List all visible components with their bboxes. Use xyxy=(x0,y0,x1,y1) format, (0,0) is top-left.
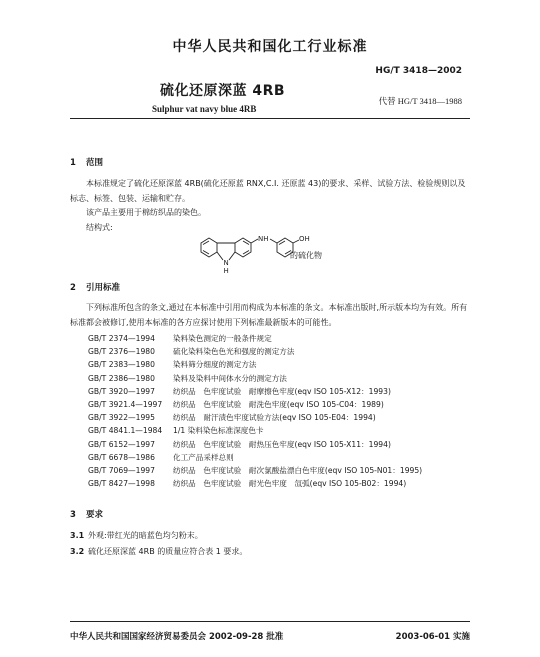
reference-title: 纺织品 色牢度试验 耐洗色牢度(eqv ISO 105-C04：1989) xyxy=(173,399,384,409)
reference-code: GB/T 6678—1986 xyxy=(88,452,155,462)
reference-title: 染料染色测定的一般条件规定 xyxy=(173,334,272,343)
nh-label: NH xyxy=(258,235,269,243)
reference-title: 纺织品 耐汗渍色牢度试验方法(eqv ISO 105-E04：1994) xyxy=(173,413,376,423)
reference-code: GB/T 2383—1980 xyxy=(88,360,155,370)
reference-item xyxy=(88,424,422,437)
structure-label: 结构式: xyxy=(86,223,113,232)
reference-item xyxy=(88,438,422,451)
reference-code: GB/T 3922—1995 xyxy=(88,413,155,423)
section-number: 1 xyxy=(70,158,76,168)
section-2-heading xyxy=(70,281,120,293)
reference-code: GB/T 3921.4—1997 xyxy=(88,399,163,409)
reference-item xyxy=(88,464,422,477)
reference-code: GB/T 8427—1998 xyxy=(88,479,155,489)
reference-item xyxy=(88,411,422,424)
requirement-item xyxy=(70,530,203,541)
n-label: N xyxy=(223,259,229,267)
reference-title: 纺织品 色牢度试验 耐热压色牢度(eqv ISO 105-X11：1994) xyxy=(173,439,391,449)
replaces-note: 代替 HG/T 3418—1988 xyxy=(378,96,462,106)
reference-item xyxy=(88,372,422,385)
structure-suffix: 的硫化物 xyxy=(290,251,322,260)
approval-note: 中华人民共和国国家经济贸易委员会 2002-09-28 批准 xyxy=(70,632,284,642)
reference-title: 1/1 染料染色标准深度色卡 xyxy=(173,426,264,436)
reference-item xyxy=(88,332,422,345)
scope-paragraph: 本标准规定了硫化还原深蓝 4RB(硫化还原蓝 RNX,C.I. 还原蓝 43)的要求、采样、试验方法、检验规则以及标志、标签、包装、运输和贮存。 xyxy=(70,179,466,203)
reference-list xyxy=(88,332,422,490)
reference-title: 纺织品 色牢度试验 耐摩擦色牢度(eqv ISO 105-X12：1993) xyxy=(173,386,391,396)
references-intro: 下列标准所包含的条文,通过在本标准中引用而构成为本标准的条文。本标准出版时,所示版本均为有效。所有标准都会被修订,使用本标准的各方应探讨使用下列标准最新版本的可能性。 xyxy=(70,303,468,327)
effective-date: 2003-06-01 实施 xyxy=(395,632,470,642)
standard-number: HG/T 3418—2002 xyxy=(375,66,462,76)
reference-code: GB/T 2374—1994 xyxy=(88,334,155,343)
reference-title: 染料筛分细度的测定方法 xyxy=(173,360,257,370)
footer-divider xyxy=(70,621,470,622)
reference-item xyxy=(88,385,422,398)
reference-item xyxy=(88,358,422,371)
reference-code: GB/T 7069—1997 xyxy=(88,465,155,475)
section-1-heading xyxy=(70,156,103,168)
reference-code: GB/T 2386—1980 xyxy=(88,373,155,383)
oh-label: OH xyxy=(299,235,310,243)
h-label: H xyxy=(223,267,229,275)
header-divider xyxy=(70,118,470,119)
reference-item xyxy=(88,398,422,411)
reference-title: 纺织品 色牢度试验 耐次氯酸盐漂白色牢度(eqv ISO 105-N01：1995) xyxy=(173,465,423,475)
reference-item xyxy=(88,477,422,490)
section-3-heading xyxy=(70,508,103,520)
reference-item xyxy=(88,345,422,358)
requirement-number: 3.1 xyxy=(70,531,85,540)
reference-code: GB/T 6152—1997 xyxy=(88,439,155,449)
section-title: 引用标准 xyxy=(86,283,121,293)
reference-item xyxy=(88,451,422,464)
section-title: 范围 xyxy=(86,158,104,168)
usage-paragraph: 该产品主要用于棉纺织品的染色。 xyxy=(86,208,206,217)
requirement-text: 外观:带红光的暗蓝色均匀粉末。 xyxy=(88,531,203,540)
requirement-text: 硫化还原深蓝 4RB 的质量应符合表 1 要求。 xyxy=(88,547,248,556)
reference-code: GB/T 4841.1—1984 xyxy=(88,426,163,436)
reference-title: 纺织品 色牢度试验 耐光色牢度 氙弧(eqv ISO 105-B02：1994) xyxy=(173,479,407,489)
section-title: 要求 xyxy=(86,510,104,520)
document-title: 硫化还原深蓝 4RB xyxy=(160,83,286,99)
issuing-organization: 中华人民共和国化工行业标准 xyxy=(172,39,368,55)
reference-code: GB/T 2376—1980 xyxy=(88,347,155,357)
reference-title: 化工产品采样总则 xyxy=(173,452,234,462)
requirement-item xyxy=(70,546,247,557)
reference-code: GB/T 3920—1997 xyxy=(88,386,155,396)
reference-title: 硫化染料染色色光和强度的测定方法 xyxy=(173,347,295,357)
section-number: 3 xyxy=(70,510,76,520)
reference-title: 染料及染料中间体水分的测定方法 xyxy=(173,373,287,383)
section-number: 2 xyxy=(70,283,76,293)
document-title-english: Sulphur vat navy blue 4RB xyxy=(152,104,257,114)
requirement-number: 3.2 xyxy=(70,547,85,556)
